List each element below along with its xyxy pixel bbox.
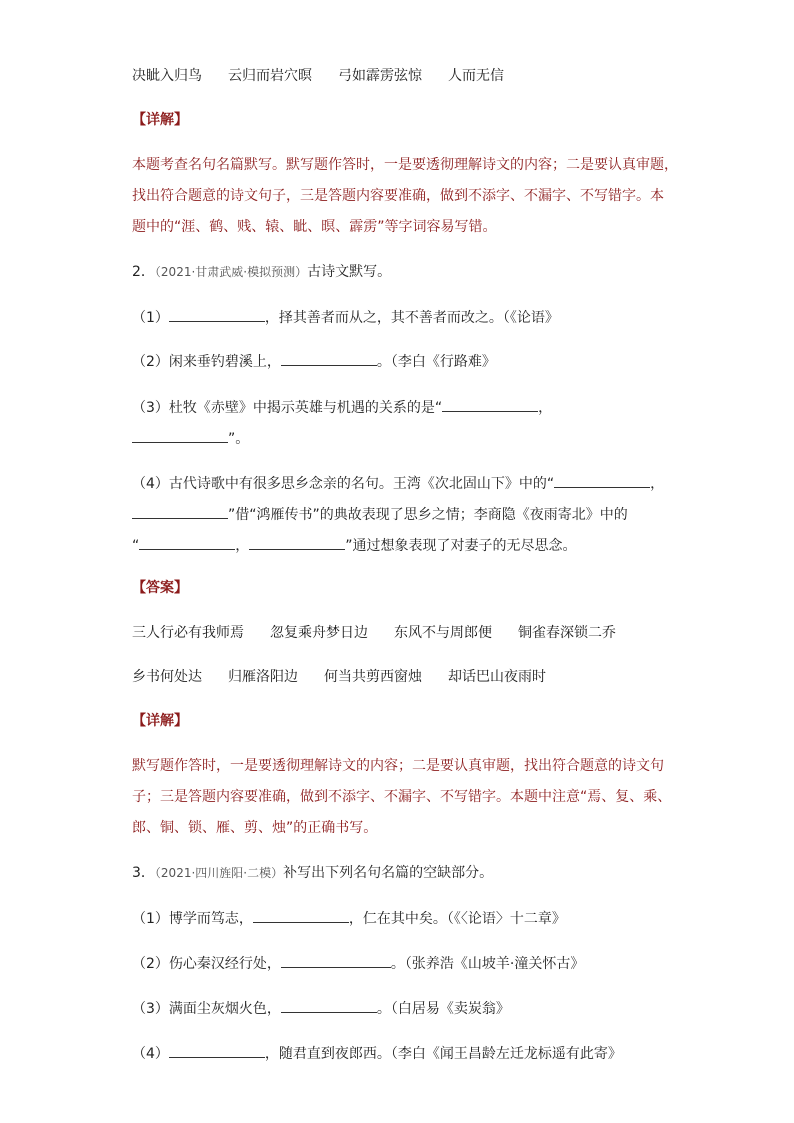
answer-item: 云归而岩穴暝 — [228, 68, 312, 84]
item-text: ，仁在其中矣。（《〈论语〉十二章》 — [348, 911, 566, 927]
detail-text-line: 题中的“涯、鹤、贱、辕、眦、暝、霹雳”等字词容易写错。 — [132, 219, 497, 235]
section-heading-detail: 【详解】 — [132, 713, 188, 729]
item-text: ”通过想象表现了对妻子的无尽思念。 — [345, 538, 577, 554]
item-text: ， — [650, 476, 665, 492]
fill-blank[interactable] — [169, 1042, 265, 1058]
item-text: （4）古代诗歌中有很多思乡念亲的名句。王湾《次北固山下》中的“ — [132, 476, 555, 492]
item-text: 。（李白《行路难》 — [376, 354, 496, 370]
item-text: ， — [538, 400, 553, 416]
fill-blank[interactable] — [442, 396, 538, 412]
q3-item-4 — [132, 1042, 692, 1064]
item-label: （4） — [132, 1046, 169, 1062]
item-text: 。（张养浩《山坡羊·潼关怀古》 — [390, 956, 585, 972]
fill-blank[interactable] — [132, 503, 228, 519]
fill-blank[interactable] — [132, 427, 228, 443]
q2-item-1 — [132, 306, 692, 328]
answer-item: 却话巴山夜雨时 — [448, 669, 546, 685]
answer-item: 归雁洛阳边 — [228, 669, 298, 685]
item-text: 。（白居易《卖炭翁》 — [376, 1001, 510, 1017]
detail-text-line: 默写题作答时，一是要透彻理解诗文的内容；二是要认真审题，找出符合题意的诗文句 — [132, 758, 664, 774]
q3-item-3 — [132, 997, 692, 1019]
detail-text-line: 子；三是答题内容要准确，做到不添字、不漏字、不写错字。本题中注意“焉、复、乘、 — [132, 789, 672, 805]
q2-answer-row — [132, 667, 692, 687]
detail-text-line: 找出符合题意的诗文句子，三是答题内容要准确，做到不添字、不漏字、不写错字。本 — [132, 188, 664, 204]
question-2-title — [132, 262, 692, 282]
item-text: （1）博学而笃志， — [132, 911, 253, 927]
q2-item-2 — [132, 350, 692, 372]
q3-item-1 — [132, 907, 692, 929]
question-source: （2021·甘肃武威·模拟预测） — [154, 265, 308, 279]
answer-item: 东风不与周郎便 — [394, 625, 492, 641]
item-text: ，择其善者而从之，其不善者而改之。（《论语》 — [264, 310, 559, 326]
q2-item-4 — [132, 472, 692, 494]
item-text: （3）满面尘灰烟火色， — [132, 1001, 281, 1017]
fill-blank[interactable] — [281, 952, 391, 968]
question-number: 3． — [132, 865, 155, 881]
answer-item: 何当共剪西窗烛 — [324, 669, 422, 685]
fill-blank[interactable] — [169, 306, 265, 322]
answer-item: 决眦入归鸟 — [132, 68, 202, 84]
item-text: ，随君直到夜郎西。（李白《闻王昌龄左迁龙标遥有此寄》 — [264, 1046, 622, 1062]
item-text: ”。 — [228, 431, 250, 447]
answer-item: 乡书何处达 — [132, 669, 202, 685]
question-prompt: 古诗文默写。 — [307, 264, 392, 280]
answer-item: 铜雀春深锁二乔 — [518, 625, 616, 641]
fill-blank[interactable] — [249, 534, 345, 550]
item-label: （1） — [132, 310, 169, 326]
item-text: “ — [132, 538, 140, 554]
fill-blank[interactable] — [554, 472, 650, 488]
item-text: （3）杜牧《赤壁》中揭示英雄与机遇的关系的是“ — [132, 400, 443, 416]
section-heading-answer: 【答案】 — [132, 580, 188, 596]
fill-blank[interactable] — [281, 350, 377, 366]
q3-item-2 — [132, 952, 692, 974]
detail-text-line: 本题考查名句名篇默写。默写题作答时，一是要透彻理解诗文的内容；二是要认真审题， — [132, 157, 678, 173]
q2-item-4-cont — [132, 503, 692, 525]
question-source: （2021·四川旌阳·二模） — [154, 866, 284, 880]
question-3-title — [132, 863, 692, 883]
q2-item-3 — [132, 396, 692, 418]
answer-item: 三人行必有我师焉 — [132, 625, 244, 641]
question-prompt: 补写出下列名句名篇的空缺部分。 — [283, 865, 494, 881]
question-number: 2． — [132, 264, 155, 280]
fill-blank[interactable] — [281, 997, 377, 1013]
answer-item: 忽复乘舟梦日边 — [270, 625, 368, 641]
fill-blank[interactable] — [139, 534, 235, 550]
q1-answer-row — [132, 66, 692, 86]
item-text: ， — [235, 538, 250, 554]
item-text: （2）闲来垂钓碧溪上， — [132, 354, 281, 370]
q2-item-4-cont2 — [132, 534, 692, 556]
fill-blank[interactable] — [253, 907, 349, 923]
section-heading-detail: 【详解】 — [132, 112, 188, 128]
answer-item: 人而无信 — [448, 68, 504, 84]
item-text: ”借“鸿雁传书”的典故表现了思乡之情；李商隐《夜雨寄北》中的 — [228, 507, 628, 523]
detail-text-line: 郎、铜、锁、雁、剪、烛”的正确书写。 — [132, 820, 378, 836]
answer-item: 弓如霹雳弦惊 — [338, 68, 422, 84]
item-text: （2）伤心秦汉经行处， — [132, 956, 281, 972]
q2-item-3-cont — [132, 427, 692, 449]
q2-answer-row — [132, 623, 692, 643]
